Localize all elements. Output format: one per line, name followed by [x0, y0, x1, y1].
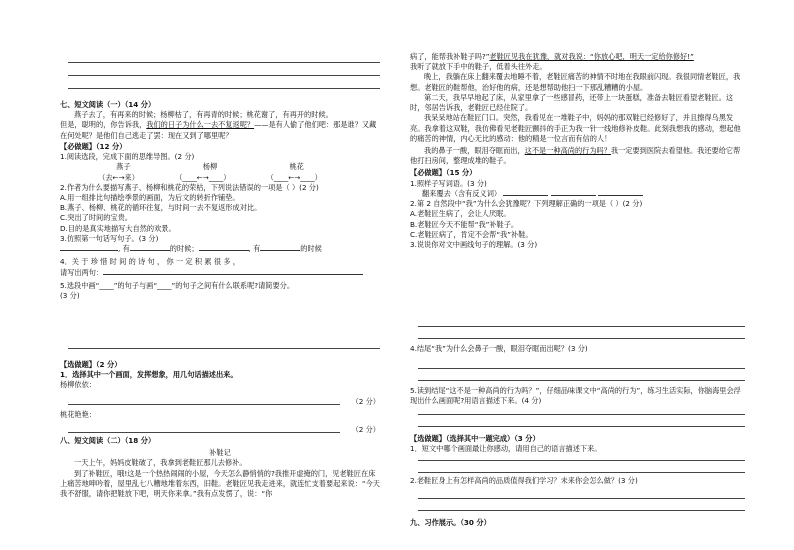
optional-question: 2.老鞋匠身上有怎样高尚的品质值得我们学习？未来你会怎么做？(3 分): [410, 476, 638, 485]
question-1: 1.照样子写词语。(3 分): [410, 178, 487, 188]
mind-map-heads: [80, 162, 340, 172]
section-8-title: 八、短文阅读（二）（18 分）: [60, 436, 156, 445]
answer-line: [68, 88, 380, 89]
answer-line: [418, 414, 745, 415]
required-title: 【必做题】（15 分）: [410, 168, 477, 178]
answer-line: [418, 510, 745, 511]
answer-line: [418, 426, 745, 427]
answer-line: [68, 404, 340, 405]
question-4: 4．关 于 珍 惜 时 间 的 诗 句 ， 你 一 定 积 累 很 多 ，: [60, 257, 240, 267]
option: C.老鞋匠病了，肯定不会帮“我”补鞋。: [410, 229, 533, 239]
mind-map-values: [80, 173, 340, 183]
option: B.老鞋匠今天不能帮“我”补鞋子。: [410, 219, 519, 229]
right-column: [410, 0, 745, 550]
option: A.老鞋匠生病了，会让人厌眠。: [410, 209, 511, 219]
story-continued: 病了，能帮我补鞋子吗?”老鞋匠见我在犹豫，就对我说：“你放心吧，明天一定给你修好!”: [410, 52, 694, 61]
answer-line: [418, 338, 745, 339]
points-label: （2 分）: [351, 397, 380, 406]
answer-line: [68, 432, 340, 433]
story-continued: 我听了就放下手中的鞋子，低着头往外走。: [410, 62, 547, 72]
option: B.燕子、杨柳、桃花的循环往复，与时间一去不复返形成对比。: [60, 203, 262, 213]
mind-head: 杨柳: [202, 162, 218, 172]
section-7-title: 七、短文阅读（一）（14 分）: [60, 100, 156, 109]
story-title: 补鞋记: [209, 448, 231, 458]
story-paragraph: 晚上，我躺在床上翻来覆去地睡不着，老鞋匠痛苦的神情不时地在我眼前闪现。我很同情老鞋匠，我想。老鞋匠的鞋帮他，治好他的病，还是想帮助他扫一下那乱糟糟的小屋。: [410, 72, 741, 92]
question-5-points: (3 分): [60, 290, 80, 300]
question-5: 5.选段中画“____”的句子与画“____”的句子之间有什么联系呢?请简要分。: [60, 280, 295, 290]
mind-head: 燕子: [116, 162, 131, 172]
required-title: 【必做题】（12 分）: [60, 141, 127, 151]
optional-title: 【选做题】（选择其中一题完成）（3 分）: [410, 434, 540, 443]
story-paragraph: 到了补鞋匠，哦!这是一个热热闹闹的小屋，今天怎么静悄悄的?我推开虚掩的门，见老鞋匠在床上痛苦地呻吟着，屋里乱七八糟地堆着东西，旧鞋。老鞋匠见我走进来，就连忙支着要起来说：“今天我不舒服，请你把鞋放下吧，明天你来拿。”我有点发愣了，说：“你: [60, 468, 380, 499]
mind-value: （去←→来）: [98, 172, 139, 182]
answer-line: [418, 460, 745, 461]
answer-line: [68, 62, 380, 63]
passage-1-text: 但是，聪明的，你告诉我，我们的日子为什么一去不复返呢？——是有人偷了他们吧：那是谁？又藏在何处呢？是他们自己逃走了罢：现在又到了哪里呢？: [60, 120, 377, 140]
story-paragraph: 我的鼻子一酸，眼泪夺眶而出，这不是一种高尚的行为吗？我一定要到医院去看望他。我还要给它帮他打扫房间，整理成堆的鞋子。: [410, 145, 741, 166]
answer-prompt: 杨柳依依：: [60, 380, 96, 390]
question-2: 2.作者为什么要描写燕子、杨柳和桃花的荣枯，下列说法错误的一项是（ ）(2 分): [60, 182, 319, 192]
optional-question: 1．短文中哪个画面最让你感动，请用自己的语言描述下来。: [410, 444, 602, 454]
section-9-title: 九、习作展示。（30 分）: [410, 518, 491, 527]
question-3: 3.说说你对文中画线句子的理解。(3 分): [410, 239, 538, 249]
answer-prompt: 桃花艳艳：: [60, 410, 96, 419]
mind-value: （____←→____）: [266, 172, 322, 182]
answer-line: [68, 75, 380, 76]
left-column: [60, 0, 380, 550]
passage-1-line: 燕子去了，有再来的时候；杨柳枯了，有再青的时候；桃花谢了，有再开的时候。: [74, 110, 333, 120]
answer-line: [418, 380, 745, 381]
question-1: 1.阅读选段，完成下面的思维导图。(2 分): [60, 152, 195, 162]
question-2: 2.第 2 自然段中“我”为什么会犹豫呢？下列理解正确的一项是（ ）(2 分): [410, 199, 643, 209]
option: A.用一组排比句描绘季景的画面，为后文的转折作铺垫。: [60, 192, 240, 202]
mind-head: 桃花: [289, 162, 304, 172]
answer-line: [418, 472, 745, 473]
question-5: 5.读到结尾“这不是一种高尚的行为吗？”，仔细品味课文中“高尚的行为”，练习生活实际，你脑海里会浮现出什么画面呢?用语言描述下来。(4 分): [410, 386, 741, 406]
optional-question: 1．选择其中一个画面，发挥想象，用几句话描述出来。: [60, 370, 238, 380]
option: C.突出了时间的宝贵。: [60, 213, 132, 223]
answer-line: [418, 498, 745, 499]
example-word: 翻来覆去（含有反义词）: [410, 189, 745, 199]
answer-line: [418, 326, 745, 327]
optional-title: 【选做题】（2 分）: [60, 360, 122, 369]
answer-line: [68, 348, 380, 349]
answer-line: [418, 368, 745, 369]
question-4: 4.结尾“我”为什么会鼻子一酸，眼泪夺眶而出呢？(3 分): [410, 344, 588, 353]
question-4-cont: 请写出两句：: [60, 268, 380, 278]
points-label: （2 分）: [351, 425, 380, 434]
option: D.目的是真实地描写大自然的欢景。: [60, 223, 176, 233]
question-3: 3.仿照第一句话写句子。(3 分): [60, 233, 159, 243]
story-paragraph: 第二天，我早早地起了床，从家里拿了一些感冒药，还带上一块蛋糕，准备去鞋匠看望老鞋匠。这时，邻居告诉我，老鞋匠已经住院了。: [410, 92, 734, 113]
mind-value: （____←→____）: [175, 172, 231, 182]
story-paragraph: 我呆呆地站在鞋匠门口。突然，我看见在一堆鞋子中，妈妈的那双鞋已经修好了，并且擦得乌黑发亮。我拿着这双鞋，我仿佛看见老鞋匠颤抖的手正为我一针一线地修补皮鞋。此刻我想我的感动，想起他的痛苦的神情，内心无比的感动：他的精是一位言而有信的人！: [410, 113, 741, 143]
story-paragraph: 一天上午，妈妈皮鞋破了，我拿到老鞋匠那儿去修补。: [74, 458, 247, 468]
fill-in-line: , 有 的时候； , 有 的时候: [60, 244, 380, 254]
